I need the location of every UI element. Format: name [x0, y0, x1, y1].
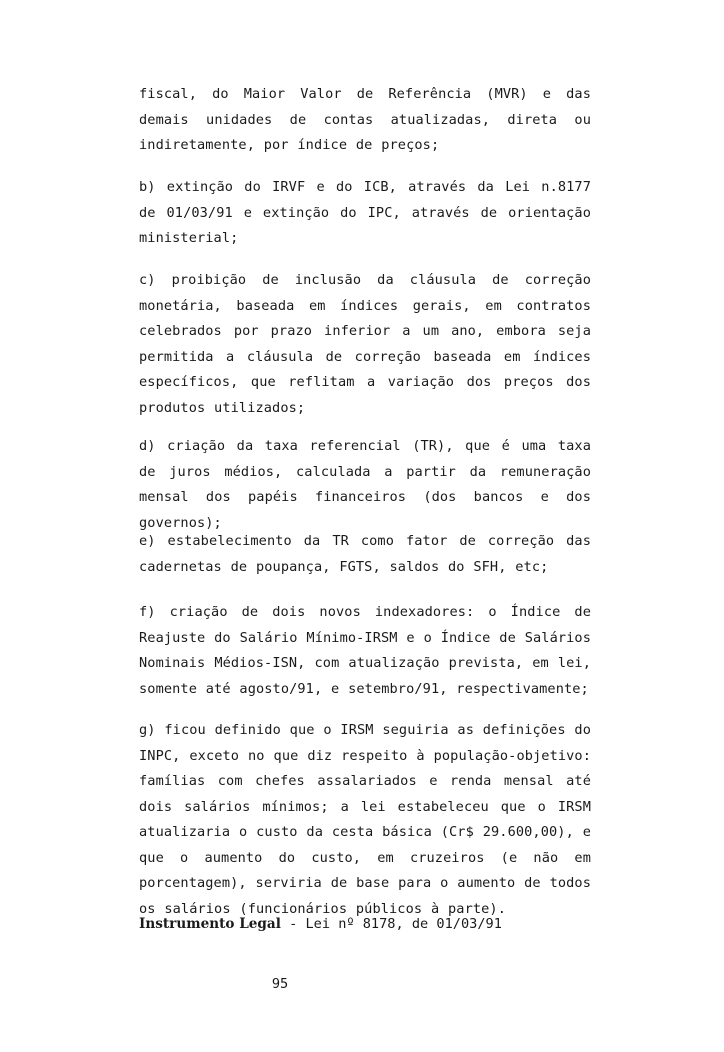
- paragraph-item-e: e) estabelecimento da TR como fator de correção das cadernetas de poupança, FGTS, saldos do SFH, etc;: [139, 533, 591, 575]
- paragraph-item-c: c) proibição de inclusão da cláusula de correção monetária, baseada em índices gerais, em contratos celebrados por prazo inferior a um ano, embora seja permitida a cláusula de correção baseada em índices específicos, que reflitam a variação dos preços dos produtos utilizados;: [139, 272, 591, 416]
- page-number: 95: [271, 976, 289, 992]
- paragraph-item-b: b) extinção do IRVF e do ICB, através da Lei n.8177 de 01/03/91 e extinção do IPC, através de orientação ministerial;: [139, 179, 591, 246]
- legal-instrument-line: [139, 912, 599, 936]
- legal-instrument-label: Instrumento Legal: [139, 916, 281, 932]
- paragraph-item-d: d) criação da taxa referencial (TR), que é uma taxa de juros médios, calculada a partir da remuneração mensal dos papéis financeiros (dos bancos e dos governos);: [139, 438, 591, 531]
- paragraph-item-g: g) ficou definido que o IRSM seguiria as definições do INPC, exceto no que diz respeito à população-objetivo: famílias com chefes assalariados e renda mensal até dois salários mínimos; a lei estabeleceu que o IRSM atualizaria o custo da cesta básica (Cr$ 29.600,00), e que o aumento do custo, em cruzeiros (e não em porcentagem), serviria de base para o aumento de todos os salários (funcionários públicos à parte).: [139, 722, 591, 917]
- paragraph-fiscal: fiscal, do Maior Valor de Referência (MVR) e das demais unidades de contas atualizadas, direta ou indiretamente, por índice de preços;: [139, 86, 591, 153]
- paragraph-item-f: f) criação de dois novos indexadores: o Índice de Reajuste do Salário Mínimo-IRSM e o Índice de Salários Nominais Médios-ISN, com atualização prevista, em lei, somente até agosto/91, e setembro/91, respectivamente;: [139, 604, 591, 697]
- legal-instrument-text: - Lei nº 8178, de 01/03/91: [280, 916, 502, 932]
